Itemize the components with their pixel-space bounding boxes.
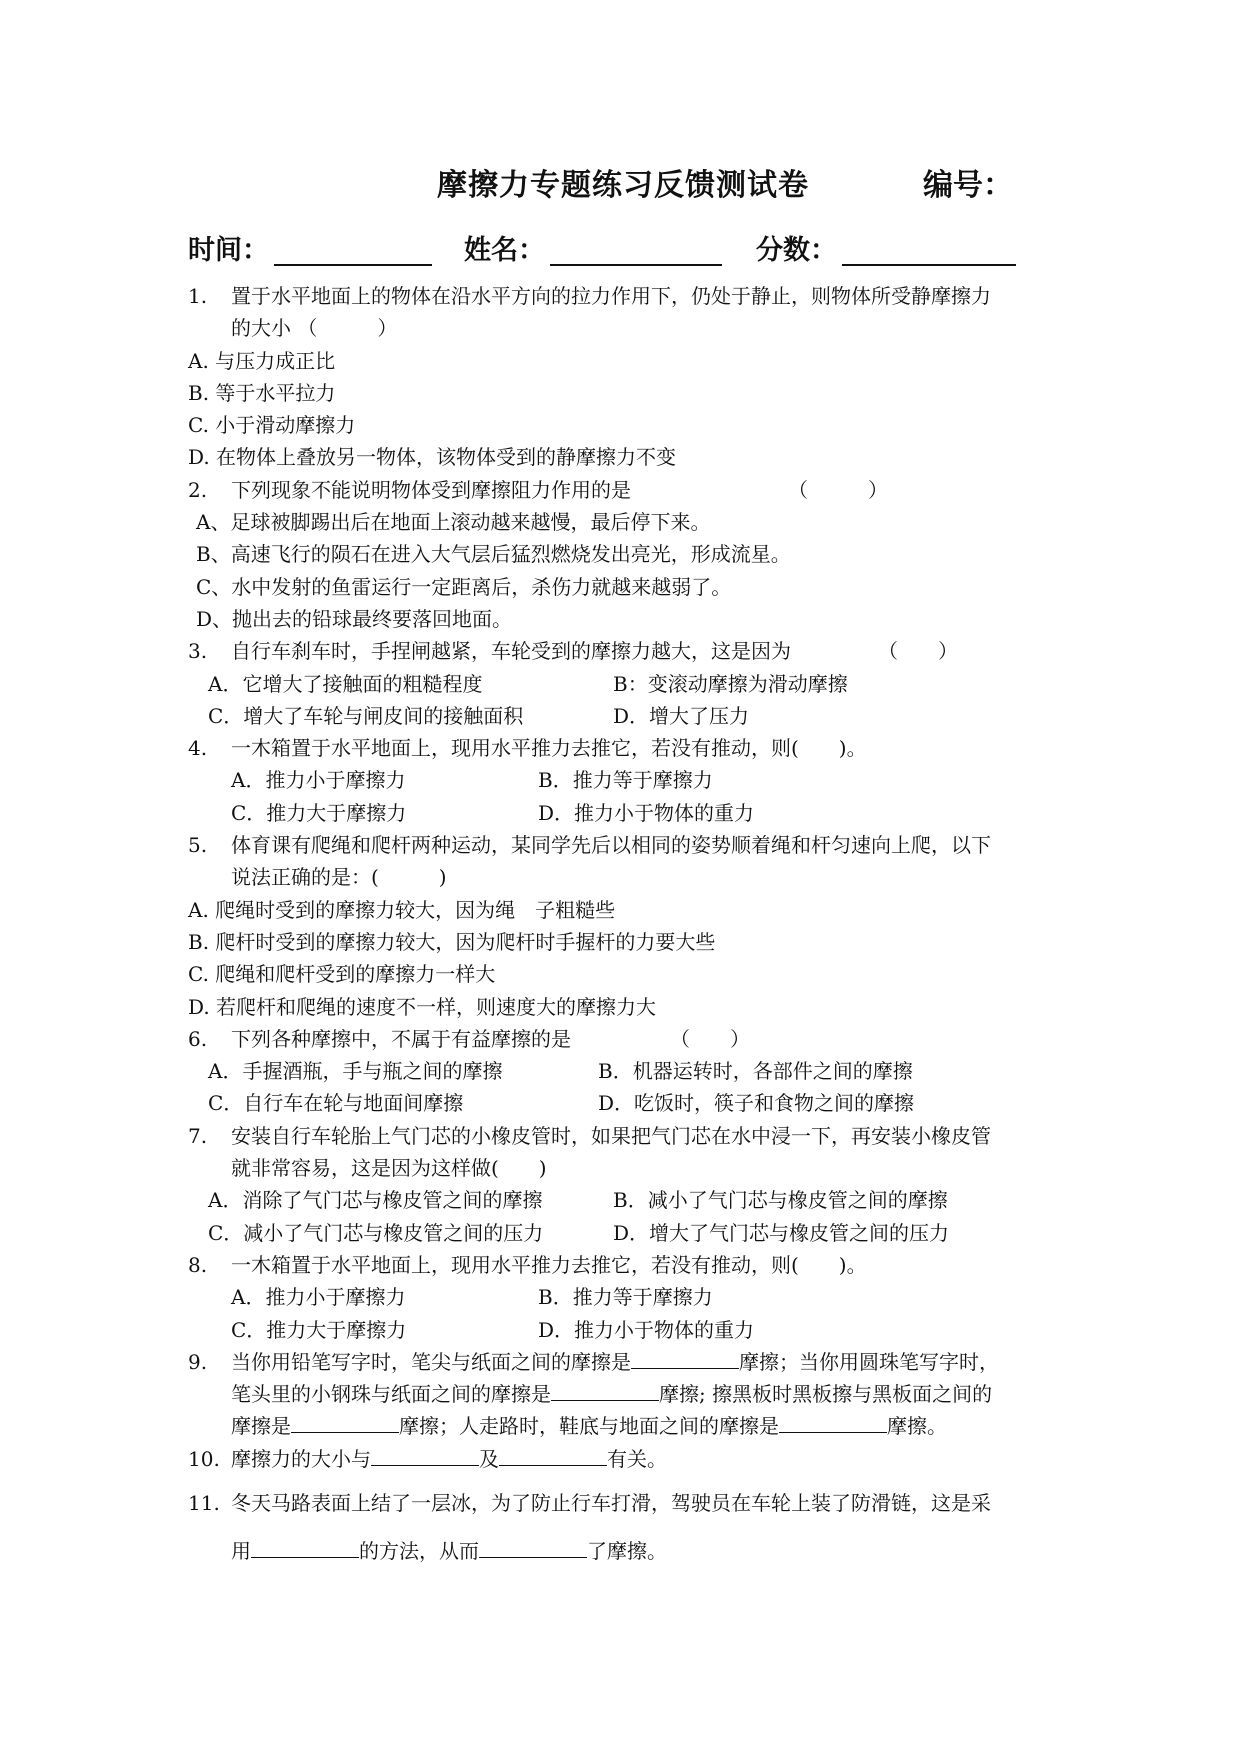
question-number: 2. (188, 477, 208, 502)
question-number: 6. (188, 1026, 208, 1051)
fill-blank[interactable] (779, 1410, 887, 1433)
question-stem: 下列各种摩擦中，不属于有益摩擦的是 (231, 1026, 571, 1051)
serial-number-label: 编号： (923, 168, 1013, 203)
option-c: C．推力大于摩擦力 (231, 800, 407, 825)
question-stem: 当你用铅笔写字时，笔尖与纸面之间的摩擦是 摩擦；当你用圆珠笔写字时， (231, 1346, 999, 1378)
option-d: D．增大了压力 (613, 703, 750, 728)
question-6 (188, 1023, 1058, 1055)
option-a: A. 与压力成正比 (188, 348, 336, 373)
option-d: D．推力小于物体的重力 (538, 1317, 755, 1342)
option-d: D、抛出去的铅球最终要落回地面。 (196, 606, 513, 631)
question-9 (188, 1346, 1058, 1378)
fill-blank[interactable] (371, 1443, 479, 1466)
question-number: 10. (188, 1446, 220, 1471)
question-8 (188, 1249, 1058, 1281)
fill-blank[interactable] (631, 1346, 739, 1369)
question-stem: 置于水平地面上的物体在沿水平方向的拉力作用下，仍处于静止，则物体所受静摩擦力 (231, 284, 991, 308)
question-list (188, 280, 1058, 1575)
question-4 (188, 732, 1058, 764)
question-number: 5. (188, 833, 208, 858)
question-stem: 一木箱置于水平地面上，现用水平推力去推它，若没有推动，则( )。 (231, 1252, 867, 1277)
option-row (188, 764, 1058, 796)
question-stem-continued: 说法正确的是：( ) (231, 865, 447, 890)
option-row (188, 1281, 1058, 1313)
fill-blank[interactable] (551, 1378, 659, 1401)
option-d: D．吃饭时，筷子和食物之间的摩擦 (598, 1091, 915, 1116)
question-number: 9. (188, 1349, 208, 1374)
fill-blank[interactable] (499, 1443, 607, 1466)
option-b: B. 等于水平拉力 (188, 380, 336, 405)
option-a: A．它增大了接触面的粗糙程度 (208, 671, 483, 696)
option-c: C．自行车在轮与地面间摩擦 (208, 1091, 464, 1116)
option-row (188, 797, 1058, 829)
question-number: 11. (188, 1490, 220, 1515)
question-stem: 下列现象不能说明物体受到摩擦阻力作用的是 (231, 477, 631, 502)
answer-paren: （ ） (878, 639, 958, 664)
question-7 (188, 1120, 1058, 1152)
question-stem: 一木箱置于水平地面上，现用水平推力去推它，若没有推动，则( )。 (231, 736, 867, 761)
question-stem-continued: 摩擦是 摩擦；人走路时，鞋底与地面之间的摩擦是 摩擦。 (188, 1410, 1058, 1442)
time-label: 时间： (188, 235, 269, 266)
score-field[interactable] (842, 264, 1016, 266)
option-b: B．推力等于摩擦力 (538, 768, 713, 793)
question-number: 7. (188, 1123, 208, 1148)
question-stem-continued: 就非常容易，这是因为这样做( ) (231, 1156, 547, 1181)
question-10 (188, 1443, 1058, 1475)
option-c: C、水中发射的鱼雷运行一定距离后，杀伤力就越来越弱了。 (196, 574, 732, 599)
question-number: 8. (188, 1252, 208, 1277)
time-field[interactable] (274, 264, 432, 266)
option-c: C．增大了车轮与闸皮间的接触面积 (208, 703, 524, 728)
option-row (188, 1055, 1058, 1087)
option-row (188, 700, 1058, 732)
question-stem: 体育课有爬绳和爬杆两种运动，某同学先后以相同的姿势顺着绳和杆匀速向上爬，以下 (231, 833, 991, 858)
option-d: D．推力小于物体的重力 (538, 800, 755, 825)
question-stem-continued: 的大小 （ ） (231, 316, 398, 341)
option-a: A．手握酒瓶，手与瓶之间的摩擦 (208, 1059, 503, 1084)
name-field[interactable] (550, 264, 722, 266)
option-b: B．机器运转时，各部件之间的摩擦 (598, 1059, 913, 1084)
option-c: C. 小于滑动摩擦力 (188, 413, 356, 438)
question-stem-continued: 用 的方法，从而 了摩擦。 (188, 1527, 1058, 1575)
option-b: B．推力等于摩擦力 (538, 1285, 713, 1310)
option-b: B、高速飞行的陨石在进入大气层后猛烈燃烧发出亮光，形成流星。 (196, 542, 791, 567)
question-stem: 冬天马路表面上结了一层冰，为了防止行车打滑，驾驶员在车轮上装了防滑链，这是采 (231, 1490, 991, 1515)
option-a: A. 爬绳时受到的摩擦力较大，因为绳 子粗糙些 (188, 897, 616, 922)
question-number: 1. (188, 284, 208, 308)
question-stem: 安装自行车轮胎上气门芯的小橡皮管时，如果把气门芯在水中浸一下，再安装小橡皮管 (231, 1123, 991, 1148)
score-label: 分数： (756, 235, 837, 266)
page-title: 摩擦力专题练习反馈测试卷 (437, 168, 809, 203)
option-row (188, 668, 1058, 700)
fill-blank[interactable] (291, 1410, 399, 1433)
question-stem-continued: 笔头里的小钢珠与纸面之间的摩擦是 摩擦; 擦黑板时黑板擦与黑板面之间的 (188, 1378, 1058, 1410)
option-row (188, 1217, 1058, 1249)
option-b: B．减小了气门芯与橡皮管之间的摩擦 (613, 1188, 948, 1213)
option-row (188, 1184, 1058, 1216)
answer-paren: （ ） (788, 477, 888, 502)
option-d: D. 若爬杆和爬绳的速度不一样，则速度大的摩擦力大 (188, 994, 657, 1019)
question-3 (188, 635, 1058, 667)
option-c: C. 爬绳和爬杆受到的摩擦力一样大 (188, 962, 496, 987)
option-b: B. 爬杆时受到的摩擦力较大，因为爬杆时手握杆的力要大些 (188, 929, 716, 954)
fill-blank[interactable] (479, 1535, 587, 1558)
fill-blank[interactable] (251, 1535, 359, 1558)
option-row (188, 1314, 1058, 1346)
option-d: D．增大了气门芯与橡皮管之间的压力 (613, 1220, 950, 1245)
option-d: D. 在物体上叠放另一物体，该物体受到的静摩擦力不变 (188, 445, 677, 470)
question-5 (188, 829, 1058, 861)
option-c: C．推力大于摩擦力 (231, 1317, 407, 1342)
question-stem: 摩擦力的大小与 及 有关。 (231, 1443, 667, 1475)
option-row (188, 1087, 1058, 1119)
question-2 (188, 474, 1058, 506)
option-b: B：变滚动摩擦为滑动摩擦 (613, 671, 848, 696)
option-a: A．消除了气门芯与橡皮管之间的摩擦 (208, 1188, 543, 1213)
question-11 (188, 1479, 1058, 1527)
question-1 (188, 280, 1058, 312)
option-a: A．推力小于摩擦力 (231, 1285, 406, 1310)
option-a: A、足球被脚踢出后在地面上滚动越来越慢，最后停下来。 (196, 510, 711, 535)
answer-paren: （ ） (670, 1026, 750, 1051)
question-stem: 自行车刹车时，手捏闸越紧，车轮受到的摩擦力越大，这是因为 (231, 639, 791, 664)
question-number: 4. (188, 736, 208, 761)
option-c: C．减小了气门芯与橡皮管之间的压力 (208, 1220, 544, 1245)
option-a: A．推力小于摩擦力 (231, 768, 406, 793)
question-number: 3. (188, 639, 208, 664)
name-label: 姓名： (464, 235, 545, 266)
